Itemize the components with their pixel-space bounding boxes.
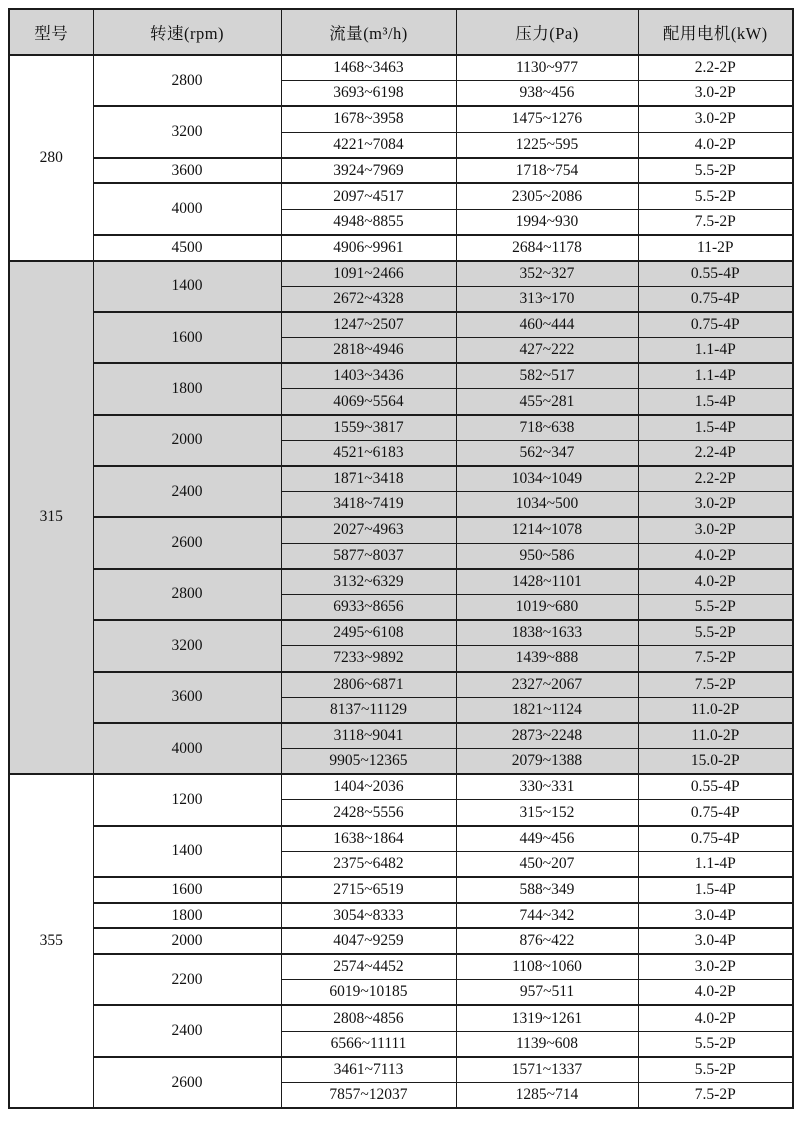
model-cell: 355 [9, 774, 93, 1108]
pressure-cell: 449~456 [456, 826, 638, 852]
pressure-cell: 1214~1078 [456, 517, 638, 543]
flow-cell: 4047~9259 [281, 928, 456, 954]
speed-cell: 3200 [93, 620, 281, 671]
pressure-cell: 1285~714 [456, 1083, 638, 1109]
motor-cell: 0.75-4P [638, 800, 793, 826]
speed-cell: 1800 [93, 363, 281, 414]
flow-cell: 2574~4452 [281, 954, 456, 980]
pressure-cell: 718~638 [456, 415, 638, 441]
column-header-pressure: 压力(Pa) [456, 9, 638, 55]
pressure-cell: 588~349 [456, 877, 638, 903]
flow-cell: 4221~7084 [281, 132, 456, 158]
table-row [9, 877, 793, 903]
motor-cell: 4.0-2P [638, 980, 793, 1006]
motor-cell: 4.0-2P [638, 132, 793, 158]
pressure-cell: 562~347 [456, 440, 638, 466]
pressure-cell: 1034~500 [456, 492, 638, 518]
motor-cell: 5.5-2P [638, 1031, 793, 1057]
motor-cell: 2.2-2P [638, 466, 793, 492]
speed-cell: 2800 [93, 55, 281, 106]
table-row [9, 517, 793, 543]
speed-cell: 2600 [93, 517, 281, 568]
pressure-cell: 2079~1388 [456, 749, 638, 775]
column-header-motor: 配用电机(kW) [638, 9, 793, 55]
flow-cell: 7233~9892 [281, 646, 456, 672]
motor-cell: 5.5-2P [638, 1057, 793, 1083]
table-row [9, 723, 793, 749]
flow-cell: 1559~3817 [281, 415, 456, 441]
speed-cell: 2400 [93, 466, 281, 517]
table-header [9, 9, 793, 55]
pressure-cell: 1108~1060 [456, 954, 638, 980]
flow-cell: 2672~4328 [281, 286, 456, 312]
motor-cell: 2.2-4P [638, 440, 793, 466]
flow-cell: 4069~5564 [281, 389, 456, 415]
pressure-cell: 876~422 [456, 928, 638, 954]
pressure-cell: 1838~1633 [456, 620, 638, 646]
table-row [9, 774, 793, 800]
flow-cell: 2097~4517 [281, 183, 456, 209]
speed-cell: 1400 [93, 261, 281, 312]
flow-cell: 3693~6198 [281, 81, 456, 107]
motor-cell: 1.5-4P [638, 877, 793, 903]
table-row [9, 415, 793, 441]
table-row [9, 158, 793, 184]
flow-cell: 3054~8333 [281, 903, 456, 929]
table-row [9, 106, 793, 132]
motor-cell: 7.5-2P [638, 646, 793, 672]
motor-cell: 5.5-2P [638, 183, 793, 209]
motor-cell: 7.5-2P [638, 209, 793, 235]
speed-cell: 2000 [93, 928, 281, 954]
table-row [9, 183, 793, 209]
flow-cell: 3118~9041 [281, 723, 456, 749]
table-row [9, 55, 793, 81]
pressure-cell: 1821~1124 [456, 697, 638, 723]
pressure-cell: 1718~754 [456, 158, 638, 184]
flow-cell: 2715~6519 [281, 877, 456, 903]
pressure-cell: 1475~1276 [456, 106, 638, 132]
pressure-cell: 1225~595 [456, 132, 638, 158]
flow-cell: 9905~12365 [281, 749, 456, 775]
motor-cell: 1.5-4P [638, 415, 793, 441]
table-row [9, 1057, 793, 1083]
motor-cell: 3.0-2P [638, 81, 793, 107]
pressure-cell: 582~517 [456, 363, 638, 389]
pressure-cell: 1130~977 [456, 55, 638, 81]
speed-cell: 4000 [93, 723, 281, 774]
table-row [9, 235, 793, 261]
motor-cell: 0.55-4P [638, 261, 793, 287]
motor-cell: 3.0-4P [638, 928, 793, 954]
model-cell: 280 [9, 55, 93, 261]
pressure-cell: 744~342 [456, 903, 638, 929]
flow-cell: 3924~7969 [281, 158, 456, 184]
speed-cell: 3600 [93, 672, 281, 723]
pressure-cell: 352~327 [456, 261, 638, 287]
motor-cell: 5.5-2P [638, 594, 793, 620]
fan-spec-table [8, 8, 794, 1109]
table-body [9, 55, 793, 1108]
flow-cell: 2806~6871 [281, 672, 456, 698]
motor-cell: 1.1-4P [638, 363, 793, 389]
motor-cell: 3.0-2P [638, 954, 793, 980]
speed-cell: 2800 [93, 569, 281, 620]
flow-cell: 2428~5556 [281, 800, 456, 826]
flow-cell: 1247~2507 [281, 312, 456, 338]
motor-cell: 0.55-4P [638, 774, 793, 800]
pressure-cell: 1994~930 [456, 209, 638, 235]
motor-cell: 4.0-2P [638, 569, 793, 595]
table-row [9, 466, 793, 492]
column-header-model: 型号 [9, 9, 93, 55]
table-row [9, 826, 793, 852]
pressure-cell: 2684~1178 [456, 235, 638, 261]
flow-cell: 1403~3436 [281, 363, 456, 389]
pressure-cell: 450~207 [456, 851, 638, 877]
motor-cell: 2.2-2P [638, 55, 793, 81]
pressure-cell: 950~586 [456, 543, 638, 569]
speed-cell: 2600 [93, 1057, 281, 1108]
header-row [9, 9, 793, 55]
flow-cell: 2808~4856 [281, 1005, 456, 1031]
table-row [9, 954, 793, 980]
motor-cell: 1.5-4P [638, 389, 793, 415]
speed-cell: 3200 [93, 106, 281, 157]
pressure-cell: 957~511 [456, 980, 638, 1006]
table-row [9, 903, 793, 929]
column-header-speed: 转速(rpm) [93, 9, 281, 55]
pressure-cell: 2327~2067 [456, 672, 638, 698]
pressure-cell: 2873~2248 [456, 723, 638, 749]
column-header-flow: 流量(m³/h) [281, 9, 456, 55]
speed-cell: 1800 [93, 903, 281, 929]
flow-cell: 3132~6329 [281, 569, 456, 595]
flow-cell: 7857~12037 [281, 1083, 456, 1109]
speed-cell: 1600 [93, 312, 281, 363]
flow-cell: 4906~9961 [281, 235, 456, 261]
motor-cell: 11-2P [638, 235, 793, 261]
flow-cell: 6019~10185 [281, 980, 456, 1006]
speed-cell: 4000 [93, 183, 281, 234]
pressure-cell: 427~222 [456, 338, 638, 364]
speed-cell: 1200 [93, 774, 281, 825]
flow-cell: 3461~7113 [281, 1057, 456, 1083]
flow-cell: 6566~11111 [281, 1031, 456, 1057]
flow-cell: 1638~1864 [281, 826, 456, 852]
table-row [9, 569, 793, 595]
table-row [9, 928, 793, 954]
motor-cell: 1.1-4P [638, 851, 793, 877]
motor-cell: 3.0-2P [638, 517, 793, 543]
flow-cell: 1871~3418 [281, 466, 456, 492]
flow-cell: 8137~11129 [281, 697, 456, 723]
flow-cell: 2375~6482 [281, 851, 456, 877]
motor-cell: 5.5-2P [638, 158, 793, 184]
pressure-cell: 1139~608 [456, 1031, 638, 1057]
pressure-cell: 1019~680 [456, 594, 638, 620]
pressure-cell: 455~281 [456, 389, 638, 415]
motor-cell: 11.0-2P [638, 697, 793, 723]
table-row [9, 363, 793, 389]
motor-cell: 3.0-2P [638, 106, 793, 132]
motor-cell: 3.0-2P [638, 492, 793, 518]
flow-cell: 1091~2466 [281, 261, 456, 287]
speed-cell: 2000 [93, 415, 281, 466]
flow-cell: 2818~4946 [281, 338, 456, 364]
flow-cell: 2027~4963 [281, 517, 456, 543]
flow-cell: 4521~6183 [281, 440, 456, 466]
motor-cell: 15.0-2P [638, 749, 793, 775]
table-row [9, 1005, 793, 1031]
table-row [9, 620, 793, 646]
motor-cell: 4.0-2P [638, 1005, 793, 1031]
speed-cell: 1600 [93, 877, 281, 903]
pressure-cell: 938~456 [456, 81, 638, 107]
pressure-cell: 1319~1261 [456, 1005, 638, 1031]
pressure-cell: 1428~1101 [456, 569, 638, 595]
table-row [9, 672, 793, 698]
motor-cell: 7.5-2P [638, 1083, 793, 1109]
flow-cell: 3418~7419 [281, 492, 456, 518]
speed-cell: 2200 [93, 954, 281, 1005]
motor-cell: 0.75-4P [638, 286, 793, 312]
motor-cell: 0.75-4P [638, 312, 793, 338]
motor-cell: 5.5-2P [638, 620, 793, 646]
flow-cell: 1404~2036 [281, 774, 456, 800]
speed-cell: 3600 [93, 158, 281, 184]
speed-cell: 1400 [93, 826, 281, 877]
pressure-cell: 1034~1049 [456, 466, 638, 492]
flow-cell: 1678~3958 [281, 106, 456, 132]
motor-cell: 1.1-4P [638, 338, 793, 364]
pressure-cell: 315~152 [456, 800, 638, 826]
speed-cell: 4500 [93, 235, 281, 261]
pressure-cell: 330~331 [456, 774, 638, 800]
motor-cell: 3.0-4P [638, 903, 793, 929]
pressure-cell: 1571~1337 [456, 1057, 638, 1083]
pressure-cell: 1439~888 [456, 646, 638, 672]
table-row [9, 312, 793, 338]
pressure-cell: 2305~2086 [456, 183, 638, 209]
motor-cell: 7.5-2P [638, 672, 793, 698]
flow-cell: 4948~8855 [281, 209, 456, 235]
flow-cell: 6933~8656 [281, 594, 456, 620]
flow-cell: 2495~6108 [281, 620, 456, 646]
motor-cell: 11.0-2P [638, 723, 793, 749]
motor-cell: 4.0-2P [638, 543, 793, 569]
flow-cell: 5877~8037 [281, 543, 456, 569]
motor-cell: 0.75-4P [638, 826, 793, 852]
model-cell: 315 [9, 261, 93, 775]
pressure-cell: 460~444 [456, 312, 638, 338]
speed-cell: 2400 [93, 1005, 281, 1056]
table-row [9, 261, 793, 287]
pressure-cell: 313~170 [456, 286, 638, 312]
flow-cell: 1468~3463 [281, 55, 456, 81]
